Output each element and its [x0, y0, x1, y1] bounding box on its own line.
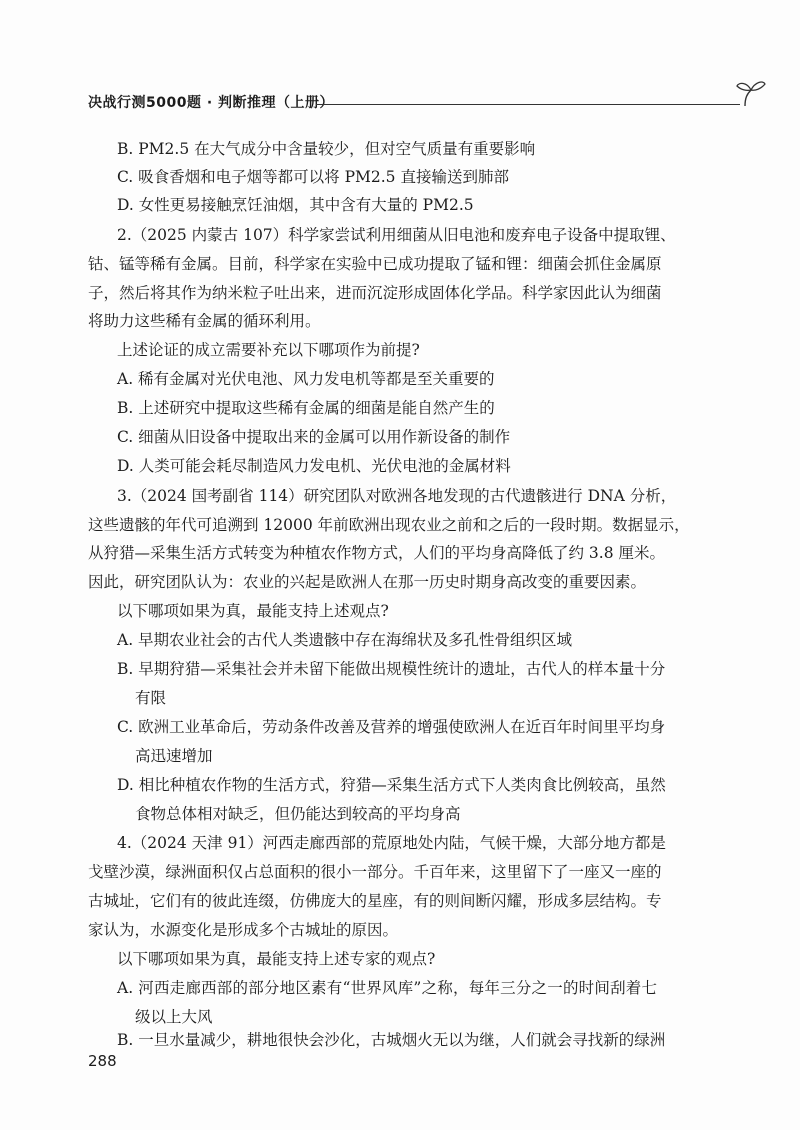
text-line: 古城址，它们有的彼此连缀，仿佛庞大的星座，有的则间断闪耀，形成多层结构。专: [88, 892, 662, 910]
text-line: 4.（2024 天津 91）河西走廊西部的荒原地处内陆，气候干燥，大部分地方都是: [117, 834, 666, 852]
book-title: 决战行测5000题 · 判断推理（上册）: [88, 95, 335, 111]
sprout-leaf-icon: [733, 76, 767, 110]
text-line: 这些遗骸的年代可追溯到 12000 年前欧洲出现农业之前和之后的一段时期。数据显示，: [88, 516, 690, 534]
text-line: D. 相比种植农作物的生活方式，狩猎—采集生活方式下人类肉食比例较高，虽然: [117, 776, 666, 794]
text-line: 因此，研究团队认为：农业的兴起是欧洲人在那一历史时期身高改变的重要因素。: [88, 573, 647, 591]
text-line: 从狩猎—采集生活方式转变为种植农作物方式，人们的平均身高降低了约 3.8 厘米。: [88, 544, 666, 562]
text-line: A. 早期农业社会的古代人类遗骸中存在海绵状及多孔性骨组织区域: [117, 631, 573, 649]
text-line: A. 稀有金属对光伏电池、风力发电机等都是至关重要的: [117, 370, 495, 388]
text-line: 家认为，水源变化是形成多个古城址的原因。: [88, 921, 399, 939]
text-line: B. PM2.5 在大气成分中含量较少，但对空气质量有重要影响: [117, 140, 536, 158]
text-line: 2.（2025 内蒙古 107）科学家尝试利用细菌从旧电池和废弃电子设备中提取锂、: [117, 226, 676, 244]
text-line: 以下哪项如果为真，最能支持上述专家的观点?: [117, 950, 436, 968]
header-rule: [316, 104, 740, 105]
text-line: 钴、锰等稀有金属。目前，科学家在实验中已成功提取了锰和锂：细菌会抓住金属原: [88, 255, 662, 273]
text-line: 将助力这些稀有金属的循环利用。: [88, 312, 321, 330]
text-line: 子，然后将其作为纳米粒子吐出来，进而沉淀形成固体化学品。科学家因此认为细菌: [88, 284, 662, 302]
text-line: 食物总体相对缺乏，但仍能达到较高的平均身高: [135, 805, 461, 823]
text-line: A. 河西走廊西部的部分地区素有“世界风库”之称，每年三分之一的时间刮着七: [117, 979, 657, 997]
text-line: 高迅速增加: [135, 747, 213, 765]
text-line: C. 细菌从旧设备中提取出来的金属可以用作新设备的制作: [117, 428, 511, 446]
text-line: B. 上述研究中提取这些稀有金属的细菌是能自然产生的: [117, 399, 495, 417]
text-line: 3.（2024 国考副省 114）研究团队对欧洲各地发现的古代遗骸进行 DNA 分析，: [117, 487, 677, 505]
text-line: C. 欧洲工业革命后，劳动条件改善及营养的增强使欧洲人在近百年时间里平均身: [117, 718, 666, 736]
running-header: [88, 90, 688, 114]
text-line: D. 女性更易接触烹饪油烟，其中含有大量的 PM2.5: [117, 196, 474, 214]
text-line: 级以上大风: [135, 1008, 213, 1026]
page-number: 288: [88, 1052, 117, 1070]
text-line: 上述论证的成立需要补充以下哪项作为前提?: [117, 341, 420, 359]
text-line: 有限: [135, 689, 167, 707]
text-line: 戈壁沙漠，绿洲面积仅占总面积的很小一部分。千百年来，这里留下了一座又一座的: [88, 863, 662, 881]
text-line: B. 一旦水量减少，耕地很快会沙化，古城烟火无以为继，人们就会寻找新的绿洲: [117, 1031, 666, 1049]
text-line: 以下哪项如果为真，最能支持上述观点?: [117, 602, 389, 620]
text-line: D. 人类可能会耗尽制造风力发电机、光伏电池的金属材料: [117, 457, 511, 475]
text-line: C. 吸食香烟和电子烟等都可以将 PM2.5 直接输送到肺部: [117, 168, 509, 186]
text-line: B. 早期狩猎—采集社会并未留下能做出规模性统计的遗址，古代人的样本量十分: [117, 660, 666, 678]
